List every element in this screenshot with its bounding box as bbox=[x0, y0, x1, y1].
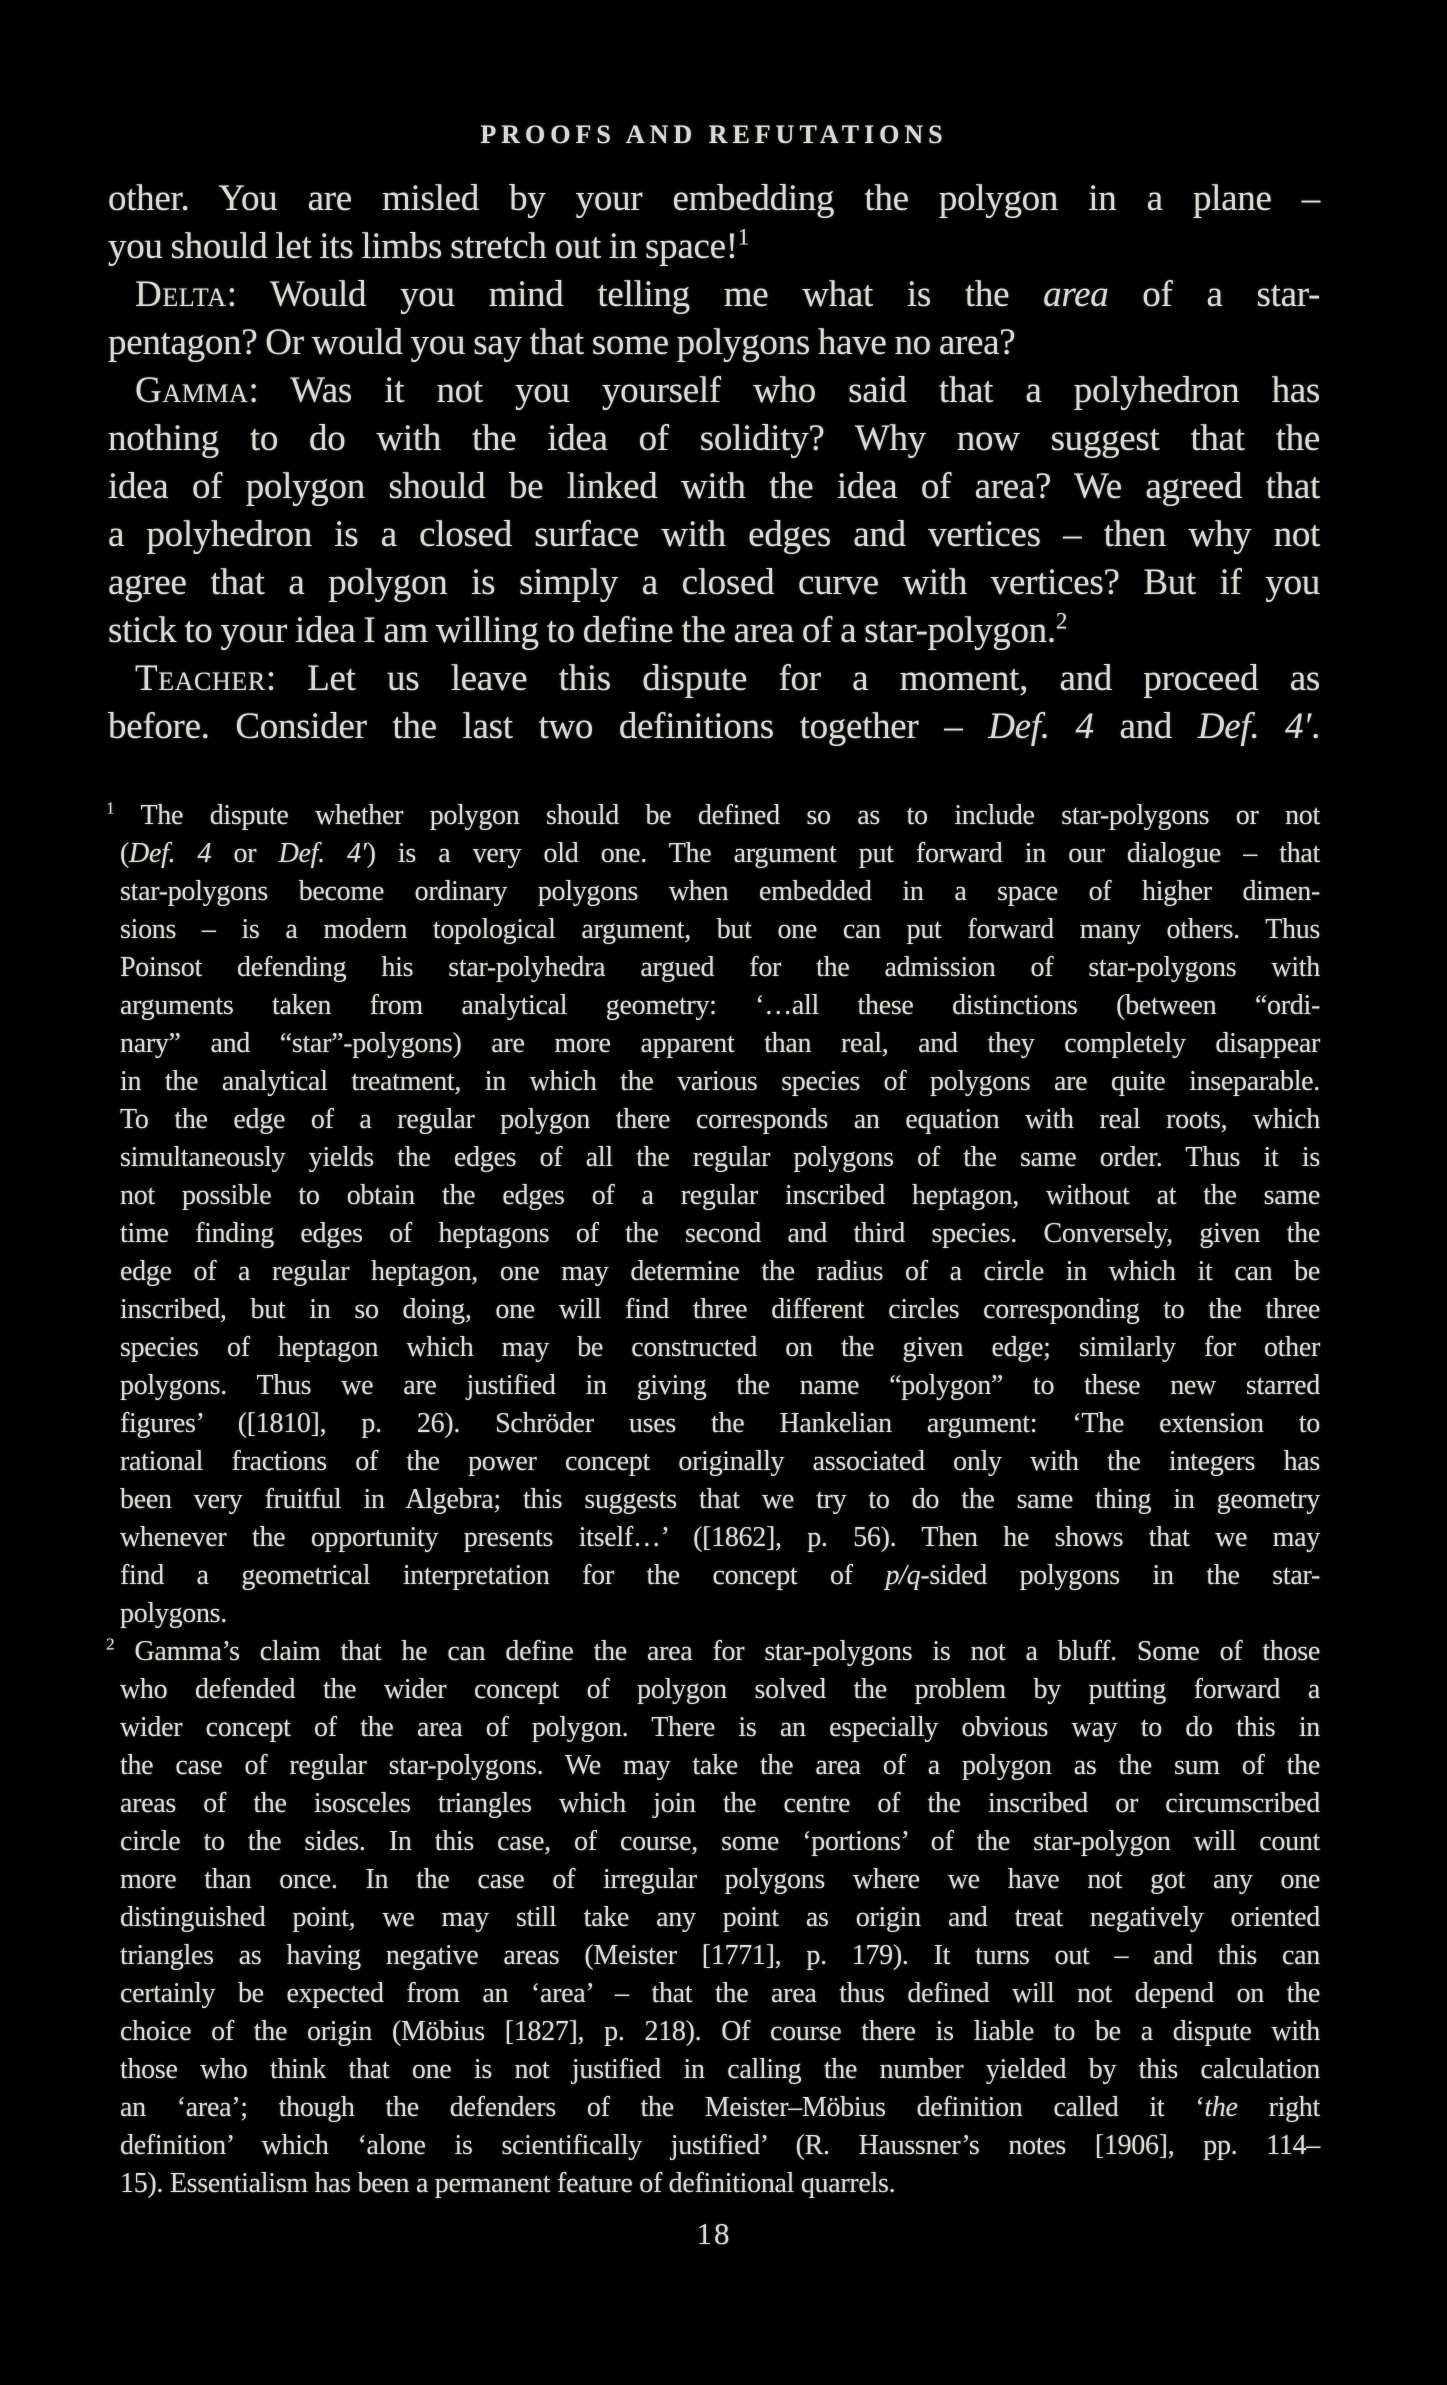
text-segment: edge of a regular heptagon, one may determine the radius of a circle in which it can be bbox=[120, 1256, 1320, 1287]
text-segment: nothing to do with the idea of solidity? Why now suggest that the bbox=[108, 418, 1320, 459]
text-segment: : Was it not you yourself who said that a polyhedron has bbox=[248, 370, 1320, 411]
text-segment: who defended the wider concept of polygon solved the problem by putting forward a bbox=[120, 1674, 1320, 1705]
text-segment: whenever the opportunity presents itself…’ ([1862], p. 56). Then he shows that we may bbox=[120, 1522, 1320, 1553]
text-segment: polygons. bbox=[120, 1598, 227, 1629]
text-segment: more than once. In the case of irregular polygons where we have not got any one bbox=[120, 1864, 1320, 1895]
text-segment: a polyhedron is a closed surface with edges and vertices – then why not bbox=[108, 514, 1320, 555]
text-segment: star-polygons become ordinary polygons when embedded in a space of higher dimen- bbox=[120, 876, 1320, 907]
text-line bbox=[106, 1253, 1320, 1291]
text-line bbox=[108, 319, 1320, 367]
text-segment: or bbox=[211, 838, 279, 869]
text-line bbox=[106, 1557, 1320, 1595]
text-segment: certainly be expected from an ‘area’ – that the area thus defined will not depend on the bbox=[120, 1978, 1320, 2009]
text-line bbox=[108, 511, 1320, 559]
text-line bbox=[106, 1747, 1320, 1785]
text-line bbox=[106, 835, 1320, 873]
text-segment: figures’ ([1810], p. 26). Schröder uses the Hankelian argument: ‘The extension to bbox=[120, 1408, 1320, 1439]
text-segment: area bbox=[1043, 274, 1109, 315]
text-segment: species of heptagon which may be constructed on the given edge; similarly for other bbox=[120, 1332, 1320, 1363]
text-line bbox=[106, 1443, 1320, 1481]
text-segment: agree that a polygon is simply a closed curve with vertices? But if you bbox=[108, 562, 1320, 603]
running-head: PROOFS AND REFUTATIONS bbox=[480, 120, 948, 149]
text-segment: choice of the origin (Möbius [1827], p. 218). Of course there is liable to be a dispute with bbox=[120, 2016, 1320, 2047]
text-line bbox=[106, 1823, 1320, 1861]
text-line bbox=[106, 1101, 1320, 1139]
text-segment: before. Consider the last two definitions together – bbox=[108, 706, 989, 747]
text-segment: ( bbox=[120, 838, 130, 869]
text-segment: distinguished point, we may still take any point as origin and treat negatively oriented bbox=[120, 1902, 1320, 1933]
text-line bbox=[108, 367, 1320, 415]
text-segment: the bbox=[1204, 2092, 1238, 2123]
text-line bbox=[106, 1215, 1320, 1253]
text-segment: Def. 4 bbox=[129, 838, 212, 869]
text-segment: Gamma’s claim that he can define the area for star-polygons is not a bluff. Some of those bbox=[114, 1636, 1320, 1667]
text-segment: Delta bbox=[135, 274, 227, 315]
text-line bbox=[108, 175, 1320, 223]
footnote-marker: 2 bbox=[1055, 608, 1067, 634]
text-line bbox=[108, 607, 1320, 655]
text-segment: Poinsot defending his star-polyhedra argued for the admission of star-polygons with bbox=[120, 952, 1320, 983]
text-segment: ) is a very old one. The argument put forward in our dialogue – that bbox=[366, 838, 1320, 869]
text-segment: rational fractions of the power concept originally associated only with the integers has bbox=[120, 1446, 1320, 1477]
text-line bbox=[106, 987, 1320, 1025]
text-line bbox=[106, 1291, 1320, 1329]
text-segment: of a star- bbox=[1108, 274, 1320, 315]
text-segment: definition’ which ‘alone is scientifically justified’ (R. Haussner’s notes [1906], pp. 114– bbox=[120, 2130, 1320, 2161]
footnote-marker: 2 bbox=[106, 1634, 115, 1654]
text-line bbox=[106, 1519, 1320, 1557]
text-segment: time finding edges of heptagons of the second and third species. Conversely, given the bbox=[120, 1218, 1320, 1249]
text-line bbox=[106, 1671, 1320, 1709]
text-line bbox=[106, 1063, 1320, 1101]
text-line bbox=[106, 1595, 1320, 1633]
text-line bbox=[106, 1709, 1320, 1747]
text-segment: the case of regular star-polygons. We may take the area of a polygon as the sum of the bbox=[120, 1750, 1320, 1781]
text-segment: wider concept of the area of polygon. There is an especially obvious way to do this in bbox=[120, 1712, 1320, 1743]
text-line bbox=[106, 1861, 1320, 1899]
text-line bbox=[106, 797, 1320, 835]
text-line bbox=[106, 1633, 1320, 1671]
text-segment: The dispute whether polygon should be defined so as to include star-polygons or not bbox=[114, 800, 1320, 831]
text-segment: p/q bbox=[885, 1560, 921, 1591]
text-segment: areas of the isosceles triangles which join the centre of the inscribed or circumscribed bbox=[120, 1788, 1320, 1819]
text-line bbox=[106, 949, 1320, 987]
text-line bbox=[106, 1785, 1320, 1823]
text-line bbox=[108, 415, 1320, 463]
text-segment: sions – is a modern topological argument, but one can put forward many others. Thus bbox=[120, 914, 1320, 945]
text-segment: Teacher bbox=[135, 658, 266, 699]
text-segment: inscribed, but in so doing, one will find three different circles corresponding to the three bbox=[120, 1294, 1320, 1325]
main-text bbox=[108, 175, 1320, 751]
text-segment: an ‘area’; though the defenders of the Meister–Möbius definition called it ‘ bbox=[120, 2092, 1205, 2123]
text-line bbox=[106, 1481, 1320, 1519]
footnote-marker: 1 bbox=[737, 224, 749, 250]
text-segment: 15). Essentialism has been a permanent feature of definitional quarrels. bbox=[120, 2168, 896, 2199]
text-line bbox=[108, 559, 1320, 607]
text-line bbox=[106, 1367, 1320, 1405]
text-line bbox=[108, 655, 1320, 703]
text-segment: triangles as having negative areas (Meister [1771], p. 179). It turns out – and this can bbox=[120, 1940, 1320, 1971]
text-segment: : Let us leave this dispute for a moment, and proceed as bbox=[265, 658, 1320, 699]
text-segment: and bbox=[1093, 706, 1198, 747]
text-segment: idea of polygon should be linked with the idea of area? We agreed that bbox=[108, 466, 1320, 507]
text-segment: Def. 4′ bbox=[1197, 706, 1312, 747]
text-line bbox=[106, 911, 1320, 949]
text-line bbox=[106, 873, 1320, 911]
text-segment: Def. 4′ bbox=[278, 838, 367, 869]
text-segment: other. You are misled by your embedding the polygon in a plane – bbox=[108, 178, 1320, 219]
text-segment: pentagon? Or would you say that some polygons have no area? bbox=[108, 322, 1016, 363]
text-line bbox=[106, 1975, 1320, 2013]
text-segment: circle to the sides. In this case, of course, some ‘portions’ of the star-polygon will count bbox=[120, 1826, 1320, 1857]
text-segment: -sided polygons in the star- bbox=[920, 1560, 1320, 1591]
text-segment: nary” and “star”-polygons) are more apparent than real, and they completely disappear bbox=[120, 1028, 1320, 1059]
text-line bbox=[106, 1177, 1320, 1215]
text-line bbox=[108, 463, 1320, 511]
text-line bbox=[106, 2013, 1320, 2051]
footnotes bbox=[106, 797, 1320, 2203]
text-segment: : Would you mind telling me what is the bbox=[226, 274, 1044, 315]
text-segment: right bbox=[1237, 2092, 1320, 2123]
text-line bbox=[106, 2127, 1320, 2165]
text-segment: arguments taken from analytical geometry: ‘…all these distinctions (between “ordi- bbox=[120, 990, 1320, 1021]
footnote-marker: 1 bbox=[106, 798, 115, 818]
text-line bbox=[106, 1937, 1320, 1975]
text-segment: polygons. Thus we are justified in giving the name “polygon” to these new starred bbox=[120, 1370, 1320, 1401]
text-segment: . bbox=[1311, 706, 1321, 747]
text-segment: not possible to obtain the edges of a regular inscribed heptagon, without at the same bbox=[120, 1180, 1320, 1211]
page-number: 18 bbox=[696, 2216, 732, 2251]
text-line bbox=[106, 1025, 1320, 1063]
text-line bbox=[106, 1139, 1320, 1177]
text-segment: stick to your idea I am willing to define the area of a star-polygon. bbox=[108, 610, 1056, 651]
text-line bbox=[106, 2051, 1320, 2089]
text-line bbox=[108, 703, 1320, 751]
text-segment: find a geometrical interpretation for the concept of bbox=[120, 1560, 886, 1591]
text-segment: Def. 4 bbox=[988, 706, 1094, 747]
text-segment: Gamma bbox=[135, 370, 249, 411]
text-line bbox=[106, 1405, 1320, 1443]
text-line bbox=[106, 1899, 1320, 1937]
text-segment: those who think that one is not justified in calling the number yielded by this calculation bbox=[120, 2054, 1320, 2085]
text-segment: in the analytical treatment, in which the various species of polygons are quite inseparable. bbox=[120, 1066, 1320, 1097]
text-segment: simultaneously yields the edges of all the regular polygons of the same order. Thus it is bbox=[120, 1142, 1320, 1173]
text-line bbox=[108, 223, 1320, 271]
text-line bbox=[106, 2089, 1320, 2127]
text-line bbox=[108, 271, 1320, 319]
text-segment: been very fruitful in Algebra; this suggests that we try to do the same thing in geometry bbox=[120, 1484, 1320, 1515]
text-line bbox=[106, 1329, 1320, 1367]
text-line bbox=[106, 2165, 1320, 2203]
text-segment: To the edge of a regular polygon there corresponds an equation with real roots, which bbox=[120, 1104, 1320, 1135]
text-segment: you should let its limbs stretch out in space! bbox=[108, 226, 738, 267]
